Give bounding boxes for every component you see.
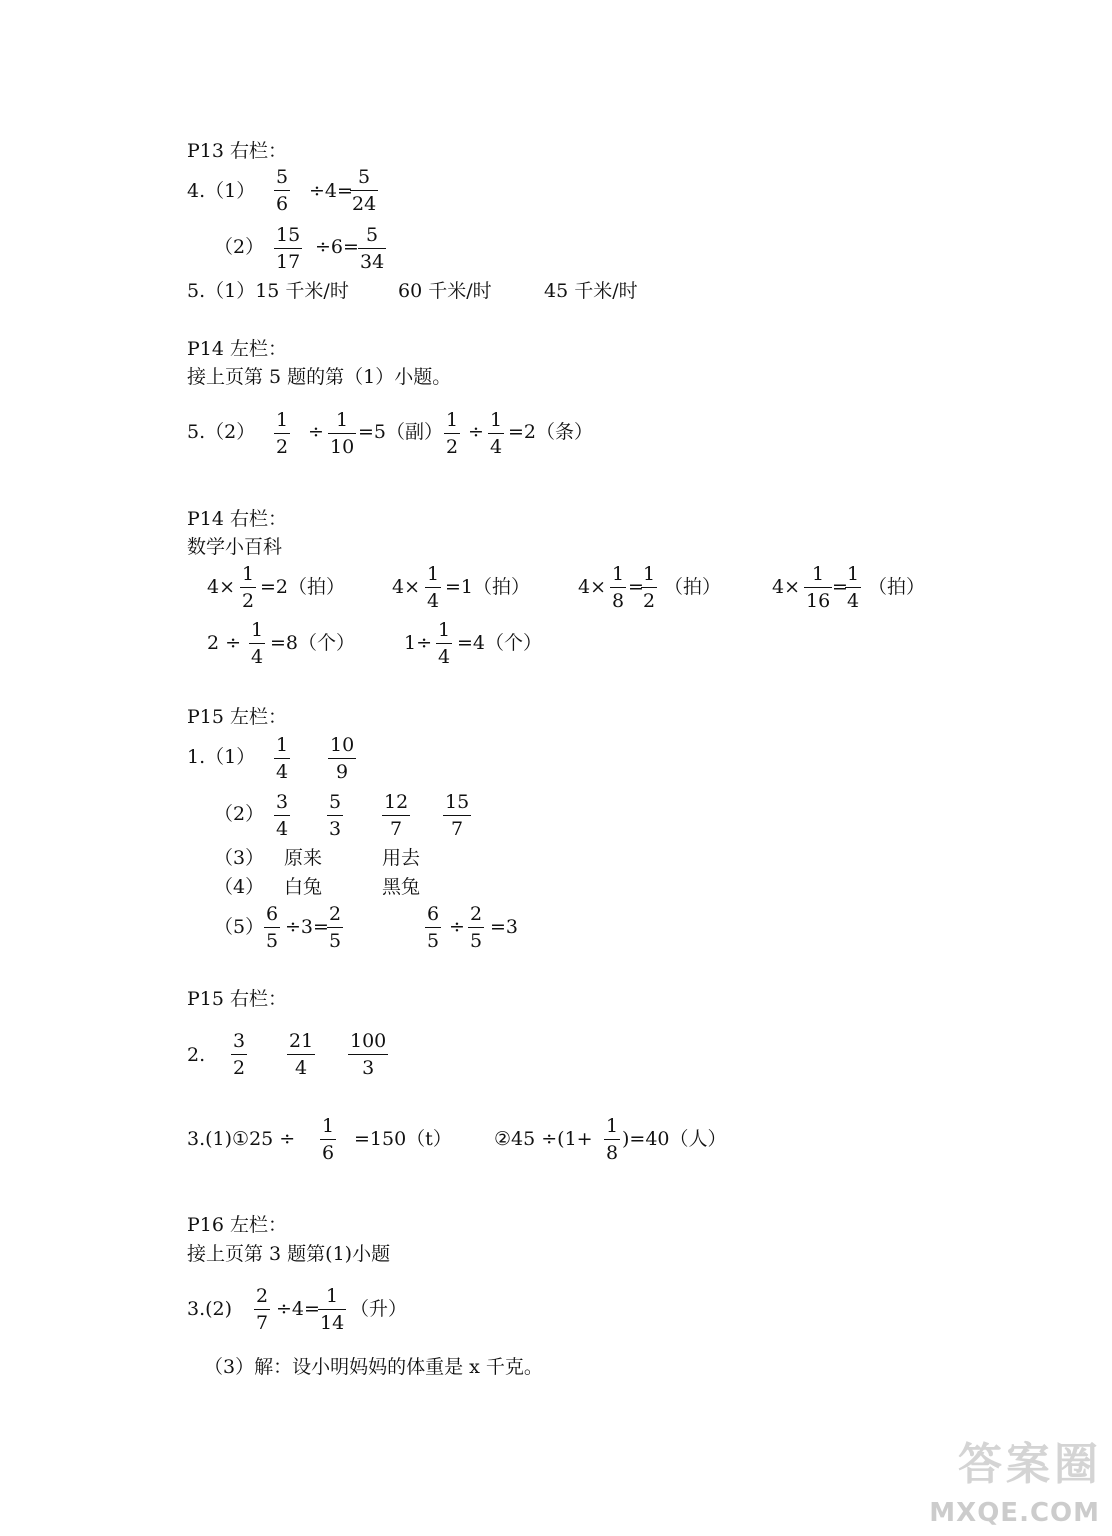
denominator: 5: [329, 930, 342, 952]
denominator: 4: [295, 1057, 308, 1079]
fraction: [436, 621, 452, 667]
numerator: 5: [276, 166, 289, 188]
operator: ÷: [449, 916, 465, 938]
denominator: 2: [276, 436, 289, 458]
numerator: 2: [329, 903, 342, 925]
denominator: 24: [352, 193, 377, 215]
denominator: 6: [276, 193, 289, 215]
q4-2-label: （2）: [214, 236, 265, 258]
result-text: （升）: [350, 1298, 408, 1320]
numerator: 2: [256, 1285, 269, 1307]
numerator: 1: [276, 734, 289, 756]
fraction: [287, 1032, 315, 1078]
denominator: 4: [427, 590, 440, 612]
denominator: 10: [330, 436, 355, 458]
numerator: 1: [326, 1285, 339, 1307]
fraction: [274, 411, 290, 457]
denominator: 4: [490, 436, 503, 458]
fraction: [320, 1117, 336, 1163]
answer-word: 用去: [382, 847, 421, 869]
expr-text: =8（个）: [270, 632, 356, 654]
numerator: 2: [470, 903, 483, 925]
result-text: =5（副）: [358, 421, 444, 443]
numerator: 1: [612, 563, 625, 585]
fraction: [350, 168, 378, 214]
fraction: [382, 793, 410, 839]
fraction: [425, 905, 441, 951]
numerator: 5: [329, 791, 342, 813]
fraction: [274, 793, 290, 839]
numerator: 100: [350, 1030, 387, 1052]
q1-1-label: 1.（1）: [187, 746, 256, 768]
section-title: 数学小百科: [187, 536, 283, 558]
denominator: 4: [251, 646, 264, 668]
denominator: 4: [276, 761, 289, 783]
fraction: [358, 226, 386, 272]
expr-text: 4×: [392, 576, 421, 598]
fraction: [604, 1117, 620, 1163]
numerator: 1: [438, 619, 451, 641]
q1-3-label: （3）: [214, 847, 265, 869]
fraction: [274, 226, 302, 272]
operator: ÷4=: [309, 180, 353, 202]
operator: ÷6=: [315, 236, 359, 258]
numerator: 1: [242, 563, 255, 585]
denominator: 8: [612, 590, 625, 612]
denominator: 2: [446, 436, 459, 458]
watermark: [922, 1428, 1102, 1528]
expr-text: 4×: [578, 576, 607, 598]
answer-word: 黑兔: [382, 876, 421, 898]
denominator: 17: [276, 251, 301, 273]
numerator: 1: [490, 409, 503, 431]
expr-text: =1（拍）: [445, 576, 531, 598]
fraction: [804, 565, 832, 611]
denominator: 3: [362, 1057, 375, 1079]
denominator: 4: [847, 590, 860, 612]
q3-1-b: ②45 ÷(1+: [494, 1128, 593, 1150]
numerator: 10: [330, 734, 355, 756]
numerator: 1: [446, 409, 459, 431]
numerator: 1: [643, 563, 656, 585]
q1-4-label: （4）: [214, 876, 265, 898]
expr-text: 4×: [207, 576, 236, 598]
heading-p15-right: P15 右栏：: [187, 988, 288, 1010]
fraction: [610, 565, 626, 611]
fraction: [641, 565, 657, 611]
operator: ÷3=: [285, 916, 329, 938]
numerator: 5: [366, 224, 379, 246]
numerator: 12: [384, 791, 409, 813]
q4-1-label: 4.（1）: [187, 180, 256, 202]
q3-2-label: 3.(2): [187, 1298, 233, 1320]
denominator: 7: [451, 818, 464, 840]
fraction: [240, 565, 256, 611]
fraction: [254, 1287, 270, 1333]
fraction: [249, 621, 265, 667]
q1-5-label: （5）: [214, 916, 265, 938]
denominator: 2: [242, 590, 255, 612]
result-text: =2（条）: [508, 421, 594, 443]
numerator: 1: [322, 1115, 335, 1137]
fraction: [231, 1032, 247, 1078]
numerator: 6: [427, 903, 440, 925]
q5-1-c: 45 千米/时: [544, 280, 638, 302]
q5-2-label: 5.（2）: [187, 421, 256, 443]
fraction: [264, 905, 280, 951]
expr-text: =2（拍）: [260, 576, 346, 598]
expr-text: 1÷: [404, 632, 433, 654]
fraction: [444, 411, 460, 457]
denominator: 14: [320, 1312, 345, 1334]
denominator: 34: [360, 251, 385, 273]
heading-p15-left: P15 左栏：: [187, 706, 288, 728]
denominator: 3: [329, 818, 342, 840]
fraction: [443, 793, 471, 839]
watermark-logo: 答案圈: [958, 1439, 1102, 1490]
fraction: [274, 168, 290, 214]
heading-p14-left: P14 左栏：: [187, 338, 288, 360]
operator: ÷: [308, 421, 324, 443]
denominator: 2: [233, 1057, 246, 1079]
expr-text: =: [628, 576, 644, 598]
q3-1-a: 3.(1)①25 ÷: [187, 1128, 296, 1150]
q2-label: 2.: [187, 1044, 206, 1066]
note-continued: 接上页第 5 题的第（1）小题。: [187, 366, 452, 388]
result-text: =150（t）: [354, 1128, 452, 1150]
watermark-url: MXQE.COM: [929, 1498, 1100, 1528]
numerator: 1: [251, 619, 264, 641]
numerator: 15: [276, 224, 301, 246]
denominator: 6: [322, 1142, 335, 1164]
expr-text: 2 ÷: [207, 632, 242, 654]
numerator: 15: [445, 791, 470, 813]
result-text: =3: [490, 916, 519, 938]
expr-text: 4×: [772, 576, 801, 598]
heading-p16-left: P16 左栏：: [187, 1214, 288, 1236]
q5-1-b: 60 千米/时: [398, 280, 492, 302]
denominator: 16: [806, 590, 831, 612]
numerator: 1: [336, 409, 349, 431]
numerator: 1: [847, 563, 860, 585]
answer-word: 原来: [284, 847, 323, 869]
numerator: 3: [276, 791, 289, 813]
denominator: 5: [470, 930, 483, 952]
expr-text: =4（个）: [457, 632, 543, 654]
note-continued: 接上页第 3 题第(1)小题: [187, 1243, 391, 1265]
numerator: 3: [233, 1030, 246, 1052]
heading-p14-right: P14 右栏：: [187, 508, 288, 530]
denominator: 2: [643, 590, 656, 612]
q1-2-label: （2）: [214, 803, 265, 825]
numerator: 1: [276, 409, 289, 431]
fraction: [327, 905, 343, 951]
numerator: 21: [289, 1030, 314, 1052]
numerator: 1: [812, 563, 825, 585]
fraction: [348, 1032, 388, 1078]
denominator: 4: [276, 818, 289, 840]
fraction: [274, 736, 290, 782]
fraction: [488, 411, 504, 457]
fraction: [328, 736, 356, 782]
expr-text: =: [832, 576, 848, 598]
numerator: 6: [266, 903, 279, 925]
fraction: [318, 1287, 346, 1333]
denominator: 8: [606, 1142, 619, 1164]
q5-1-a: 5.（1）15 千米/时: [187, 280, 349, 302]
numerator: 5: [358, 166, 371, 188]
denominator: 9: [336, 761, 349, 783]
numerator: 1: [427, 563, 440, 585]
operator: ÷4=: [276, 1298, 320, 1320]
denominator: 7: [256, 1312, 269, 1334]
denominator: 4: [438, 646, 451, 668]
expr-text: （拍）: [664, 576, 722, 598]
answer-word: 白兔: [284, 876, 323, 898]
fraction: [327, 793, 343, 839]
denominator: 5: [427, 930, 440, 952]
heading-p13-right: P13 右栏：: [187, 140, 288, 162]
numerator: 1: [606, 1115, 619, 1137]
result-text: )=40（人）: [622, 1128, 727, 1150]
fraction: [468, 905, 484, 951]
fraction: [845, 565, 861, 611]
denominator: 7: [390, 818, 403, 840]
fraction: [425, 565, 441, 611]
expr-text: （拍）: [868, 576, 926, 598]
denominator: 5: [266, 930, 279, 952]
operator: ÷: [468, 421, 484, 443]
fraction: [328, 411, 356, 457]
q3-3-text: （3）解：设小明妈妈的体重是 x 千克。: [204, 1356, 543, 1378]
